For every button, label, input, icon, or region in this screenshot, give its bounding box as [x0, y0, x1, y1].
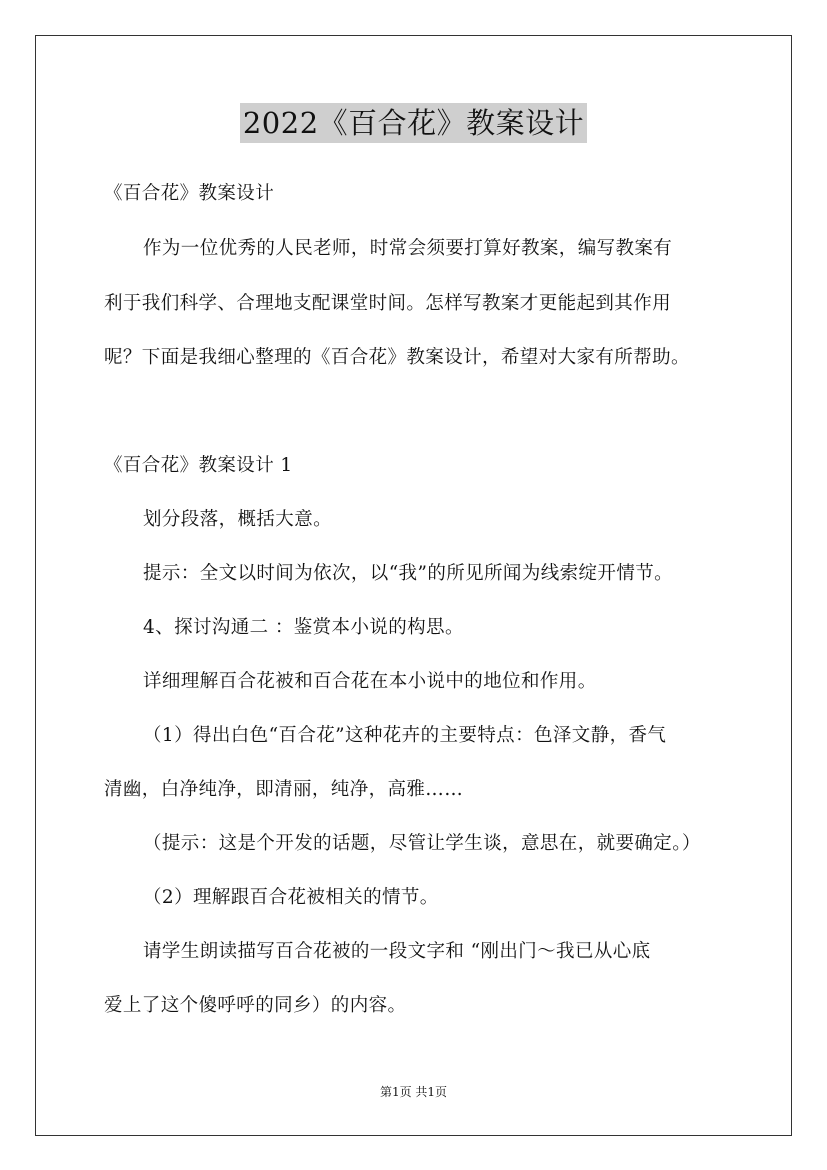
paragraph-line: 呢？下面是我细心整理的《百合花》教案设计，希望对大家有所帮助。	[104, 347, 690, 368]
paragraph-line: 划分段落，概括大意。	[143, 509, 333, 530]
paragraph-line: 4、探讨沟通二 ：鉴赏本小说的构思。	[143, 617, 464, 638]
title-container	[0, 103, 827, 143]
paragraph-line: （2）理解跟百合花被相关的情节。	[143, 887, 439, 908]
paragraph-line: （提示：这是个开发的话题，尽管让学生谈，意思在，就要确定。）	[143, 833, 701, 854]
page-footer: 第1页 共1页	[379, 1085, 448, 1099]
paragraph-line: 提示：全文以时间为依次，以“我”的所见所闻为线索绽开情节。	[143, 563, 674, 584]
document-title: 2022《百合花》教案设计	[240, 103, 587, 143]
section-heading: 《百合花》教案设计 1	[104, 455, 293, 476]
paragraph-line: （1）得出白色“百合花”这种花卉的主要特点：色泽文静，香气	[143, 725, 667, 746]
section-heading: 《百合花》教案设计	[104, 183, 275, 204]
paragraph-line: 请学生朗读描写百合花被的一段文字和 “刚出门～我已从心底	[143, 941, 651, 962]
paragraph-line: 清幽，白净纯净，即清丽，纯净，高雅……	[104, 779, 464, 800]
paragraph-line: 作为一位优秀的人民老师，时常会须要打算好教案，编写教案有	[143, 238, 673, 259]
paragraph-line: 详细理解百合花被和百合花在本小说中的地位和作用。	[143, 671, 597, 692]
paragraph-line: 爱上了这个傻呼呼的同乡）的内容。	[104, 995, 407, 1016]
paragraph-line: 利于我们科学、合理地支配课堂时间。怎样写教案才更能起到其作用	[104, 293, 672, 314]
